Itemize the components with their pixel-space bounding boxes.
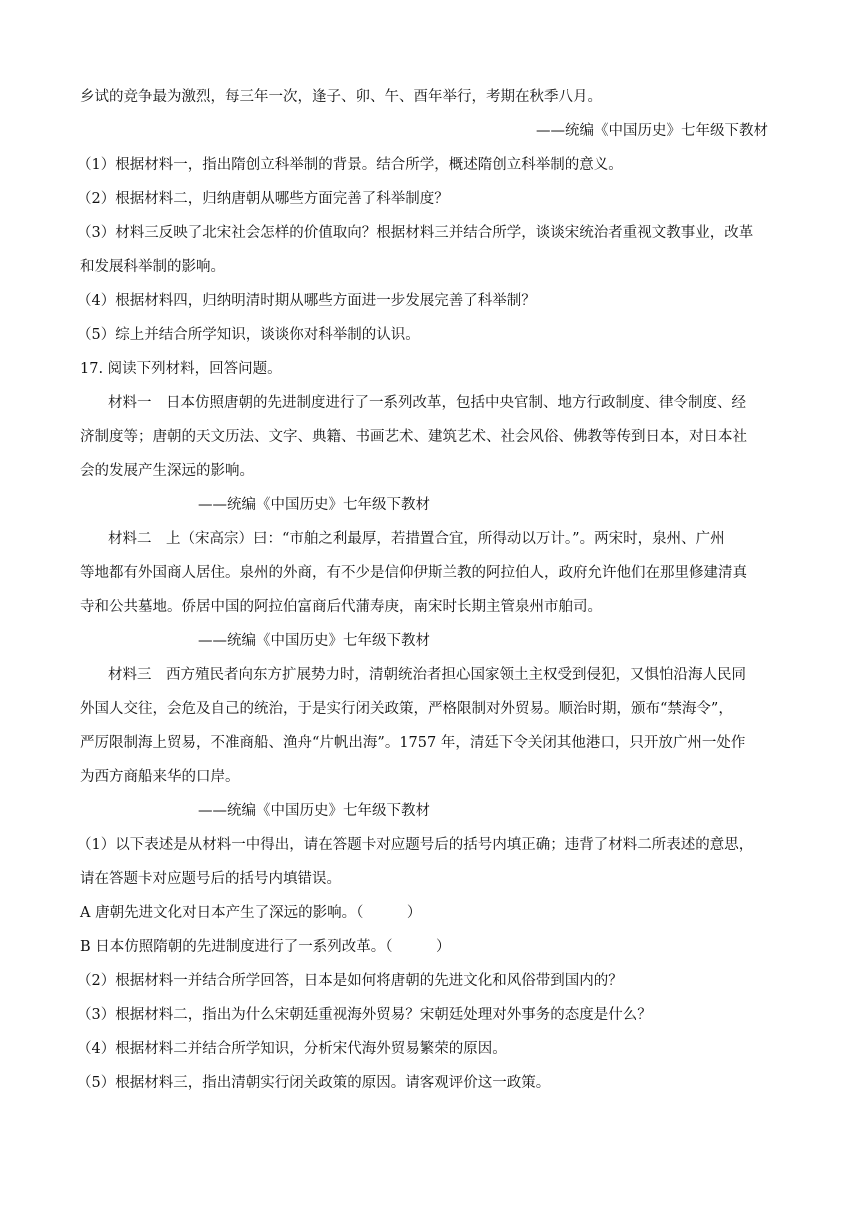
question-line: 请在答题卡对应题号后的括号内填错误。 [80,871,341,887]
question-line: （5）根据材料三，指出清朝实行闭关政策的原因。请客观评价这一政策。 [77,1075,551,1091]
answer-option: A 唐朝先进文化对日本产生了深远的影响。（ ） [80,905,422,921]
source-citation: ——统编《中国历史》七年级下教材 [198,497,430,513]
question-line: （4）根据材料二并结合所学知识，分析宋代海外贸易繁荣的原因。 [77,1041,507,1057]
material-text: 材料二 上（宋高宗）曰：“市舶之利最厚，若措置合宜，所得动以万计。”。两宋时，泉州、广州 [108,531,725,547]
source-citation: ——统编《中国历史》七年级下教材 [198,803,430,819]
question-line: （2）根据材料二，归纳唐朝从哪些方面完善了科举制度？ [77,191,449,207]
material-text: 材料三 西方殖民者向东方扩展势力时，清朝统治者担心国家领土主权受到侵犯，又惧怕沿海人民同 [108,667,746,683]
material-text: 会的发展产生深远的影响。 [80,463,254,479]
material-text: 外国人交往，会危及自己的统治，于是实行闭关政策，严格限制对外贸易。顺治时期，颁布“禁海令”， [80,701,733,717]
source-citation: ——统编《中国历史》七年级下教材 [198,633,430,649]
question-line: （5）综上并结合所学知识，谈谈你对科举制的认识。 [77,327,420,343]
material-text: 等地都有外国商人居住。泉州的外商，有不少是信仰伊斯兰教的阿拉伯人，政府允许他们在那里修建清真 [80,565,747,581]
material-text: 寺和公共墓地。侨居中国的阿拉伯富商后代蒲寿庚，南宋时长期主管泉州市舶司。 [80,599,602,615]
question-heading: 17. 阅读下列材料，回答问题。 [80,361,282,377]
question-line: （4）根据材料四，归纳明清时期从哪些方面进一步发展完善了科举制？ [77,293,536,309]
material-text: 严厉限制海上贸易，不准商船、渔舟“片帆出海”。1757 年，清廷下令关闭其他港口，只开放广州一处作 [80,735,746,751]
material-text: 材料一 日本仿照唐朝的先进制度进行了一系列改革，包括中央官制、地方行政制度、律令制度、经 [108,395,746,411]
answer-option: B 日本仿照隋朝的先进制度进行了一系列改革。（ ） [80,939,451,955]
question-line: （1）以下表述是从材料一中得出，请在答题卡对应题号后的括号内填正确；违背了材料二所表述的意思， [77,837,754,853]
material-text: 为西方商船来华的口岸。 [80,769,240,785]
question-line: （1）根据材料一，指出隋创立科举制的背景。结合所学，概述隋创立科举制的意义。 [77,157,623,173]
text-line: 乡试的竞争最为激烈，每三年一次，逢子、卯、午、酉年举行，考期在秋季八月。 [80,89,602,105]
question-line: （2）根据材料一并结合所学回答，日本是如何将唐朝的先进文化和风俗带到国内的？ [77,973,623,989]
source-citation: ——统编《中国历史》七年级下教材 [536,123,768,139]
question-line: （3）根据材料二，指出为什么宋朝廷重视海外贸易？宋朝廷处理对外事务的态度是什么？ [77,1007,652,1023]
question-line: （3）材料三反映了北宋社会怎样的价值取向？根据材料三并结合所学，谈谈宋统治者重视文教事业，改革 [77,225,754,241]
material-text: 济制度等；唐朝的天文历法、文字、典籍、书画艺术、建筑艺术、社会风俗、佛教等传到日本，对日本社 [80,429,747,445]
text-line: 和发展科举制的影响。 [80,259,225,275]
